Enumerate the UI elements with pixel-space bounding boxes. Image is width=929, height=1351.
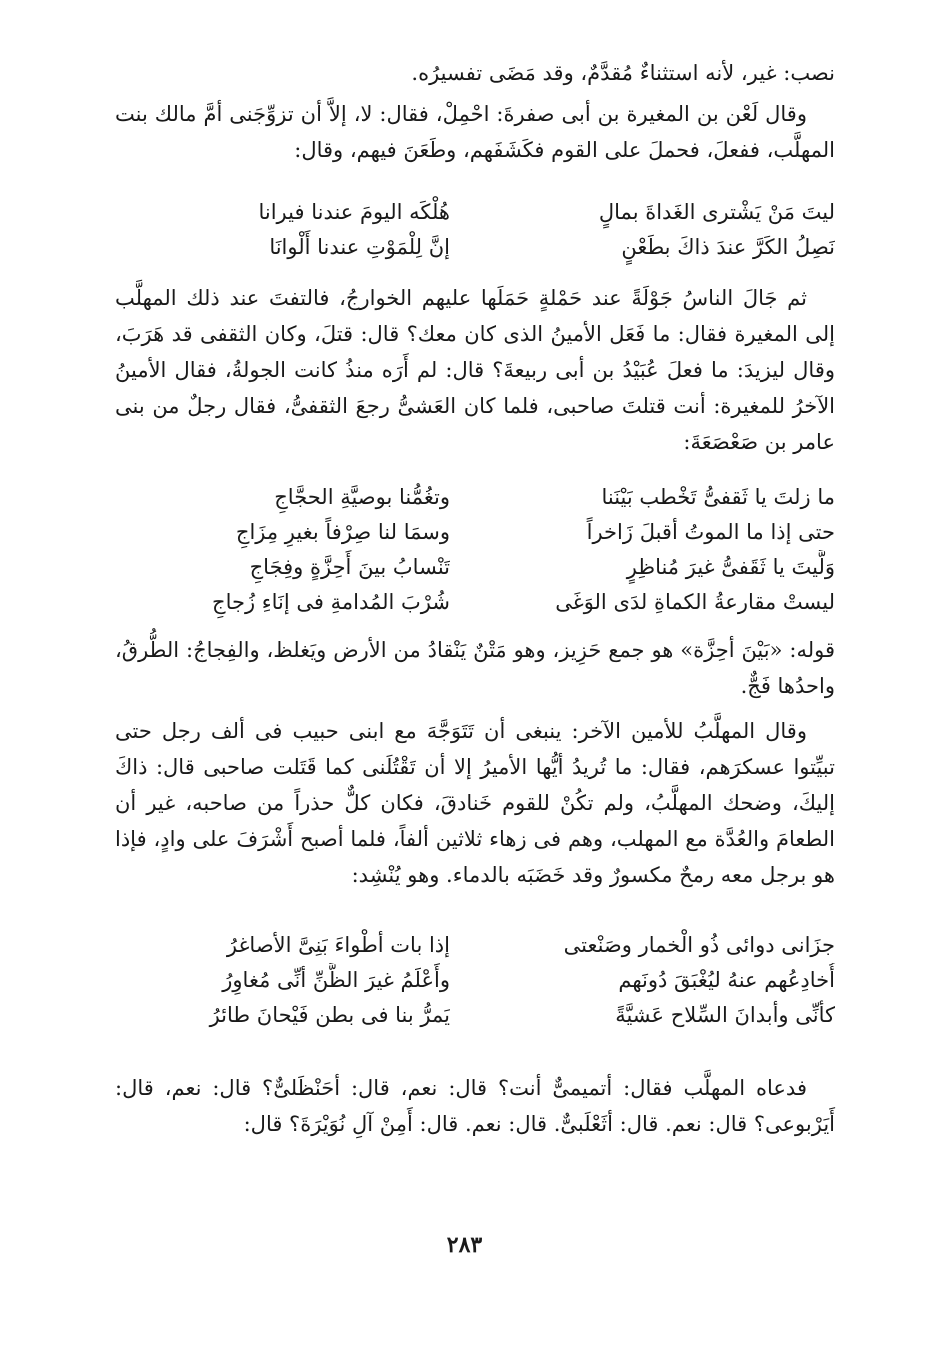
- hemistich-first: أُخادِعُهم عنهُ ليُغْبَقَ دُونَهم: [618, 968, 835, 992]
- hemistich-second: شُرْبَ المُدامةِ فى إنَاءِ زُجاجِ: [212, 590, 450, 614]
- poem-3-verse-2: [115, 963, 835, 998]
- hemistich-second: وأَعْلَمُ غيرَ الظَّنِّ أنِّى مُغاوِرُ: [222, 968, 450, 992]
- hemistich-second: وتغُمُّنا بوصيَّةِ الحجَّاجِ: [274, 485, 450, 509]
- paragraph-3: ثم جَالَ الناسُ جَوْلَةً عند حَمْلةٍ حَمَلَها عليهم الخوارجُ، فالتفتَ عند ذلك المهلَّب إلى المغيرة فقال: ما فَعَل الأمينُ الذى كان معك؟ قال: قتلَ، وكان الثقفى قد هَرَبَ، وقال ليزيدَ: ما فعلَ عُبَيْدُ بن أبى ربيعةَ؟ قال: لم أَرَه منذُ كانت الجولةُ، فقال الأمينُ الآخرُ للمغيرة: أنت قتلتَ صاحبى، فلما كان العَشىُّ رجعَ الثقفىُّ، فقال رجلٌ من بنى عامر بن صَعْصَعَةَ:: [115, 286, 835, 454]
- poem-2: [115, 480, 835, 620]
- hemistich-second: إنَّ لِلْمَوْتِ عندنا أَلْوانَا: [269, 235, 450, 259]
- paragraph-6: فدعاه المهلَّب فقال: أتميمىٌّ أنت؟ قال: نعم، قال: أحَنْظَلىٌّ؟ قال: نعم، قال: أَيَرْبوعى؟ قال: نعم. قال: أثَعْلَبىٌّ. قال: نعم. قال: أَمِنْ آلِ نُوَيْرَةَ؟ قال:: [115, 1076, 835, 1136]
- hemistich-second: تَنْسابُ بينَ أَحِزَّةٍ وفِجَاجِ: [249, 555, 450, 579]
- hemistich-first: ليستْ مقارعةُ الكماةِ لدَى الوَغَى: [555, 590, 835, 614]
- poem-3: [115, 928, 835, 1033]
- hemistich-second: وسمَا لنا صِرْفاً بغيرِ مِزَاجِ: [235, 520, 450, 544]
- poem-2-verse-4: [115, 585, 835, 620]
- hemistich-first: كأنِّى وأبدانَ السِّلاح عَشيَّةً: [615, 1003, 835, 1027]
- paragraph-5: وقال المهلَّبُ للأمين الآخر: ينبغى أن تَتَوَجَّهَ مع ابنى حبيب فى ألف رجل حتى تبيِّتوا عسكرَهم، فقال: ما تُريدُ أيُّها الأميرُ إلا أن تَقْتُلَنى كما قَتَلت صاحبى قال: ذاكَ إليكَ، وضحك المهلَّبُ، ولم تكُنْ للقوم خَنادقَ، فكان كلٌّ حذراً من صاحبه، غير أن الطعامَ والعُدَّة مع المهلب، وهم فى زهاء ثلاثين ألفاً، فلما أصبح أَشْرَفَ على وادٍ، فإذا هو برجل معه رمحٌ مكسورٌ وقد خَضَبَه بالدماء. وهو يُنْشِد:: [115, 719, 835, 887]
- poem-1-verse-1: [115, 195, 835, 230]
- poem-3-verse-1: [115, 928, 835, 963]
- hemistich-second: إذا بات أطْواءَ بَنِىَّ الأصاغرُ: [226, 933, 450, 957]
- hemistich-first: ليتَ مَنْ يَشْترى الغَداةَ بمالٍ: [598, 200, 835, 224]
- hemistich-second: هُلْكَه اليومَ عندنا فيرانا: [258, 200, 450, 224]
- poem-2-verse-1: [115, 480, 835, 515]
- hemistich-first: ما زلتَ يا ثَقفىُّ تَخْطب بَيْنَنا: [601, 485, 835, 509]
- hemistich-first: نَصِلُ الكَرَّ عندَ ذاكَ بطَعْنٍ: [621, 235, 835, 259]
- page-number: ٢٨٣: [446, 1232, 483, 1258]
- hemistich-first: حتى إذا ما الموتُ أقبلَ زَاخراً: [586, 520, 835, 544]
- poem-2-verse-2: [115, 515, 835, 550]
- hemistich-first: جزَانى دوائى ذُو الْخمار وصَنْعتى: [563, 933, 835, 957]
- poem-2-verse-3: [115, 550, 835, 585]
- poem-1-verse-2: [115, 230, 835, 265]
- poem-3-verse-3: [115, 998, 835, 1033]
- hemistich-second: يَمرُّ بنا فى بطن فَيْحانَ طائرُ: [209, 1003, 450, 1027]
- paragraph-2: وقال لَعْن بن المغيرة بن أبى صفرةَ: احْمِلْ، فقال: لا، إلاَّ أن تزوِّجَنى أمَّ مالك بنت المهلَّب، ففعلَ، فحملَ على القوم فكَشَفَهم، وطَعَنَ فيهم، وقال:: [115, 102, 835, 162]
- paragraph-4: قوله: «بَيْنَ أحِزَّة» هو جمع حَزِيز، وهو مَتْنٌ يَنْقادُ من الأرض ويَغلظ، والفِجاجُ: الطُّرقُ، واحدُها فَجٌّ.: [115, 638, 835, 698]
- paragraph-1: نصب: غير، لأنه استثناءٌ مُقدَّمٌ، وقد مَضَى تفسيرُه.: [411, 61, 835, 85]
- poem-1: [115, 195, 835, 265]
- hemistich-first: وَلَّيتَ يا ثَقَفىُّ غيرَ مُناظِرٍ: [626, 555, 835, 579]
